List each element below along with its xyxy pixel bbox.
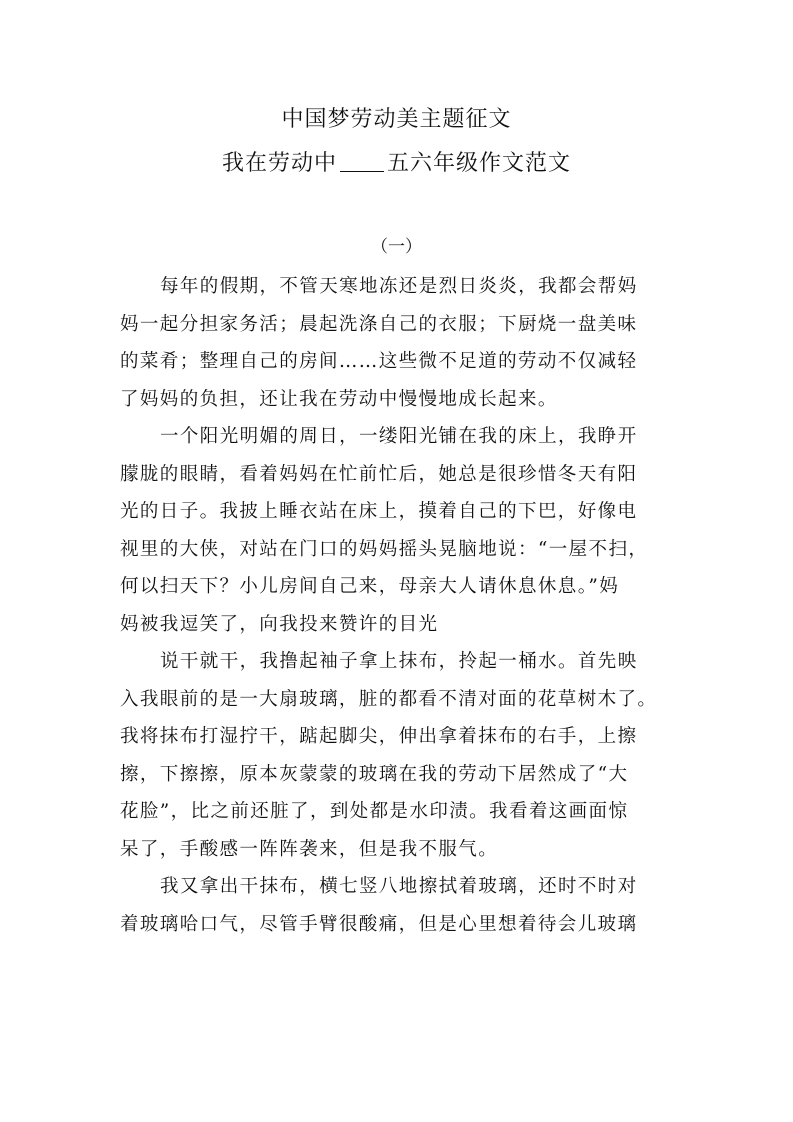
text-line: 妈被我逗笑了，向我投来赞许的目光	[120, 613, 439, 635]
text-line: 擦，下擦擦，原本灰蒙蒙的玻璃在我的劳动下居然成了“大	[120, 763, 629, 785]
text-line: 何以扫天下？小儿房间自己来，母亲大人请休息休息。”妈	[120, 576, 620, 597]
text-line: 花脸”，比之前还脏了，到处都是水印渍。我看着这画面惊	[120, 801, 629, 822]
text-line: 入我眼前的是一大扇玻璃，脏的都看不清对面的花草树木了。	[120, 688, 658, 710]
essay-body	[120, 268, 680, 943]
text-line: 着玻璃哈口气，尽管手臂很酸痛，但是心里想着待会儿玻璃	[120, 913, 638, 935]
text-line: 妈一起分担家务活；晨起洗涤自己的衣服；下厨烧一盘美味	[120, 313, 638, 335]
text-line: 呆了，手酸感一阵阵袭来，但是我不服气。	[120, 838, 499, 860]
subtitle-part-2: 五六年级作文范文	[387, 151, 572, 176]
text-line: 的菜肴；整理自己的房间……这些微不足道的劳动不仅减轻	[120, 351, 638, 372]
section-label: （一）	[371, 237, 422, 257]
text-line: 每年的假期，不管天寒地冻还是烈日炎炎，我都会帮妈	[160, 276, 638, 297]
document-subtitle	[0, 146, 793, 177]
subtitle-part-1: 我在劳动中	[221, 151, 337, 176]
text-line: 说干就干，我撸起袖子拿上抹布，拎起一桶水。首先映	[160, 651, 638, 672]
text-line: 了妈妈的负担，还让我在劳动中慢慢地成长起来。	[120, 388, 558, 410]
text-line: 我将抹布打湿拧干，踮起脚尖，伸出拿着抹布的右手，上擦	[120, 726, 638, 747]
document-title: 中国梦劳动美主题征文	[281, 107, 512, 132]
text-line: 视里的大侠，对站在门口的妈妈摇头晃脑地说：“一屋不扫，	[120, 538, 649, 560]
text-line: 光的日子。我披上睡衣站在床上，摸着自己的下巴，好像电	[120, 501, 638, 522]
text-line: 朦胧的眼睛，看着妈妈在忙前忙后，她总是很珍惜冬天有阳	[120, 463, 638, 485]
fill-in-blank	[340, 171, 384, 172]
text-line: 我又拿出干抹布，横七竖八地擦拭着玻璃，还时不时对	[160, 876, 638, 897]
text-line: 一个阳光明媚的周日，一缕阳光铺在我的床上，我睁开	[160, 426, 638, 447]
